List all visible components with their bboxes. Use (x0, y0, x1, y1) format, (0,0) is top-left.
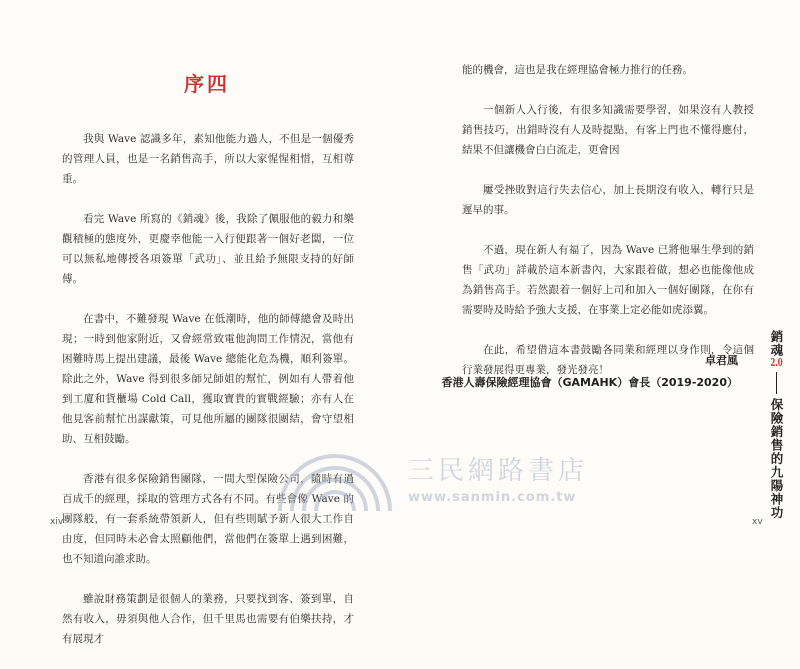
left-page (0, 0, 401, 645)
signature-name: 卓君風 (705, 354, 738, 367)
running-book-title (765, 330, 785, 520)
paragraph: 看完 Wave 所寫的《銷魂》後，我除了佩服他的毅力和樂觀積極的態度外，更慶幸他能一入行便跟著一個好老闆，一位可以無私地傳授各項簽單「武功」、並且給予無限支持的好師傅。 (62, 213, 354, 285)
book-title-main: 銷魂 (769, 330, 784, 357)
paragraph: 我與 Wave 認識多年，素知他能力過人，不但是一個優秀的管理人員，也是一名銷售高手，所以大家惺惺相惜，互相尊重。 (62, 133, 354, 185)
book-version: 2.0 (770, 357, 783, 368)
watermark-url: www.sanmin.com.tw (408, 490, 577, 505)
paragraph: 能的機會，這也是我在經理協會極力推行的任務。 (462, 64, 693, 76)
left-text-column (62, 129, 354, 669)
paragraph: 在此，希望借這本書鼓勵各同業和經理以身作則，令這個行業發展得更專業，發光發亮！ (462, 344, 754, 376)
chapter-title: 序四 (184, 72, 230, 96)
signature-role: 香港人壽保險經理協會（GAMAHK）會長（2019-2020） (441, 376, 738, 389)
page-number-left: xiv (50, 517, 64, 527)
paragraph: 香港有很多保險銷售團隊，一間大型保險公司，隨時有過百成千的經理，採取的管理方式各有不同。有些會像 Wave 的團隊般，有一套系統帶領新人，但有些則賦予新人很大工作自由度，但同時未必會太照顧他們，當他們在簽單上遇到困難，也不知道向誰求助。 (62, 473, 354, 565)
book-subtitle: 保險銷售的九陽神功 (769, 398, 784, 520)
watermark-text: 三民網路書店 (408, 456, 589, 486)
page-number-right: xv (752, 517, 763, 527)
title-divider (776, 372, 777, 394)
paragraph: 不過，現在新人有福了，因為 Wave 已將他畢生學到的銷售「武功」詳載於這本新書內，大家跟着做，想必也能像他成為銷售高手。若然跟着一個好上司和加入一個好團隊，在你有需要時及時給予強大支援，在事業上定必能如虎添翼。 (462, 244, 754, 316)
paragraph: 雖說財務策劃是很個人的業務，只要找到客、簽到單，自然有收入，毋須與他人合作，但千里馬也需要有伯樂扶持，才有展現才 (62, 593, 354, 645)
paragraph: 屢受挫敗對這行失去信心，加上長期沒有收入，轉行只是遲早的事。 (462, 184, 754, 216)
paragraph: 在書中，不難發現 Wave 在低潮時，他的師傅總會及時出現；一時到他家附近，又會經常致電他詢問工作情況，當他有困難時馬上提出建議，最後 Wave 總能化危為機，順利簽單。除此之外，Wave 得到很多師兄師姐的幫忙，例如有人帶着他到工廈和貨櫃場 Cold Call，獲取寶貴的實戰經驗；亦有人在他見客前幫忙出謀獻策，可見他所屬的團隊很團結，會守望相助、互相鼓勵。 (62, 313, 354, 445)
paragraph: 一個新人入行後，有很多知識需要學習，如果沒有人教授銷售技巧，出錯時沒有人及時提點，有客上門也不懂得應付，結果不但讓機會白白流走，更會因 (462, 104, 754, 156)
right-text-column (462, 60, 754, 400)
